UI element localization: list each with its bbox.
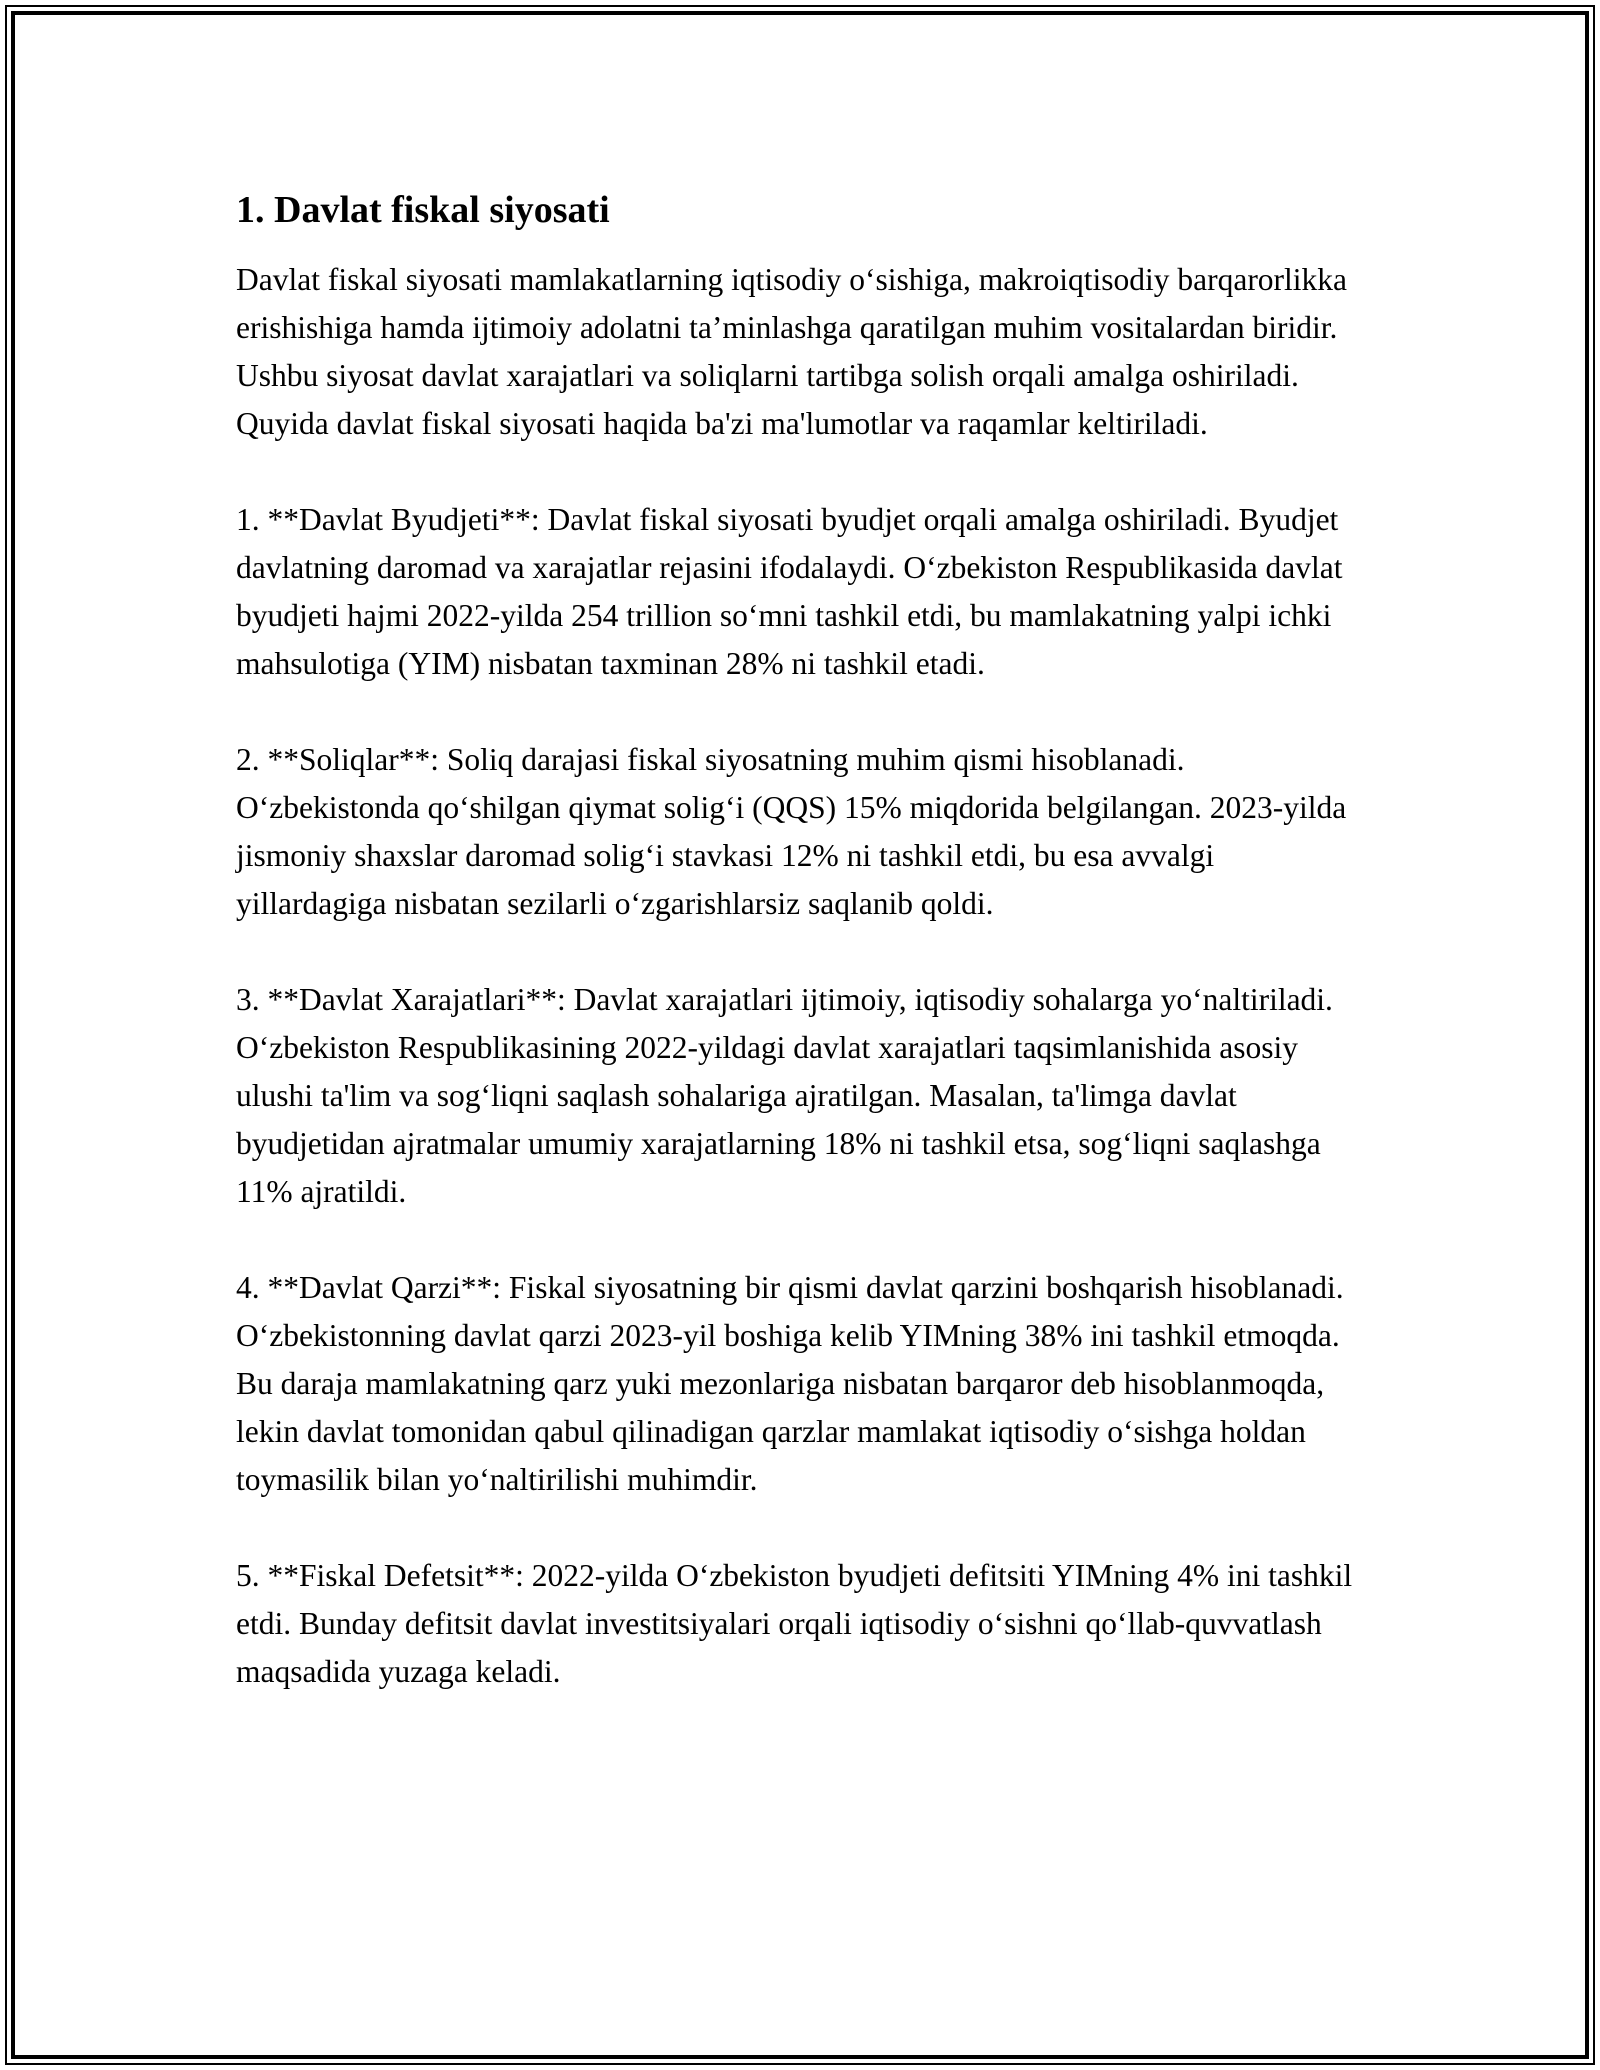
paragraph-deficit: 5. **Fiskal Defetsit**: 2022-yilda O‘zbekiston byudjeti defitsiti YIMning 4% ini tashkil etdi. Bunday defitsit davlat investitsiyalari orqali iqtisodiy o‘sishni qo‘llab-quvvatlash maqsadida yuzaga keladi. [236, 1558, 1353, 1689]
paragraph-taxes: 2. **Soliqlar**: Soliq darajasi fiskal siyosatning muhim qismi hisoblanadi. O‘zbekistonda qo‘shilgan qiymat solig‘i (QQS) 15% miqdorida belgilangan. 2023-yilda jismoniy shaxslar daromad solig‘i stavkasi 12% ni tashkil etdi, bu esa avvalgi yillardagiga nisbatan sezilarli o‘zgarishlarsiz saqlanib qoldi. [236, 742, 1347, 921]
intro-paragraph: Davlat fiskal siyosati mamlakatlarning iqtisodiy o‘sishiga, makroiqtisodiy barqarorlikka erishishiga hamda ijtimoiy adolatni ta’minlashga qaratilgan muhim vositalardan biridir. Ushbu siyosat davlat xarajatlari va soliqlarni tartibga solish orqali amalga oshiriladi. Quyida davlat fiskal siyosati haqida ba'zi ma'lumotlar va raqamlar keltiriladi. [236, 262, 1348, 441]
paragraph-budget: 1. **Davlat Byudjeti**: Davlat fiskal siyosati byudjet orqali amalga oshiriladi. Byudjet davlatning daromad va xarajatlar rejasini ifodalaydi. O‘zbekiston Respublikasida davlat byudjeti hajmi 2022-yilda 254 trillion so‘mni tashkil etdi, bu mamlakatning yalpi ichki mahsulotiga (YIM) nisbatan taxminan 28% ni tashkil etadi. [236, 502, 1343, 681]
paragraph-expenditures: 3. **Davlat Xarajatlari**: Davlat xarajatlari ijtimoiy, iqtisodiy sohalarga yo‘naltiriladi. O‘zbekiston Respublikasining 2022-yildagi davlat xarajatlari taqsimlanishida asosiy ulushi ta'lim va sog‘liqni saqlash sohalariga ajratilgan. Masalan, ta'limga davlat byudjetidan ajratmalar umumiy xarajatlarning 18% ni tashkil etsa, sog‘liqni saqlashga 11% ajratildi. [236, 982, 1333, 1209]
paragraph-debt: 4. **Davlat Qarzi**: Fiskal siyosatning bir qismi davlat qarzini boshqarish hisoblanadi. O‘zbekistonning davlat qarzi 2023-yil boshiga kelib YIMning 38% ini tashkil etmoqda. Bu daraja mamlakatning qarz yuki mezonlariga nisbatan barqaror deb hisoblanmoqda, lekin davlat tomonidan qabul qilinadigan qarzlar mamlakat iqtisodiy o‘sishga holdan toymasilik bilan yo‘naltirilishi muhimdir. [236, 1270, 1344, 1497]
document-title: 1. Davlat fiskal siyosati [236, 189, 610, 231]
document-body [236, 186, 1366, 1696]
